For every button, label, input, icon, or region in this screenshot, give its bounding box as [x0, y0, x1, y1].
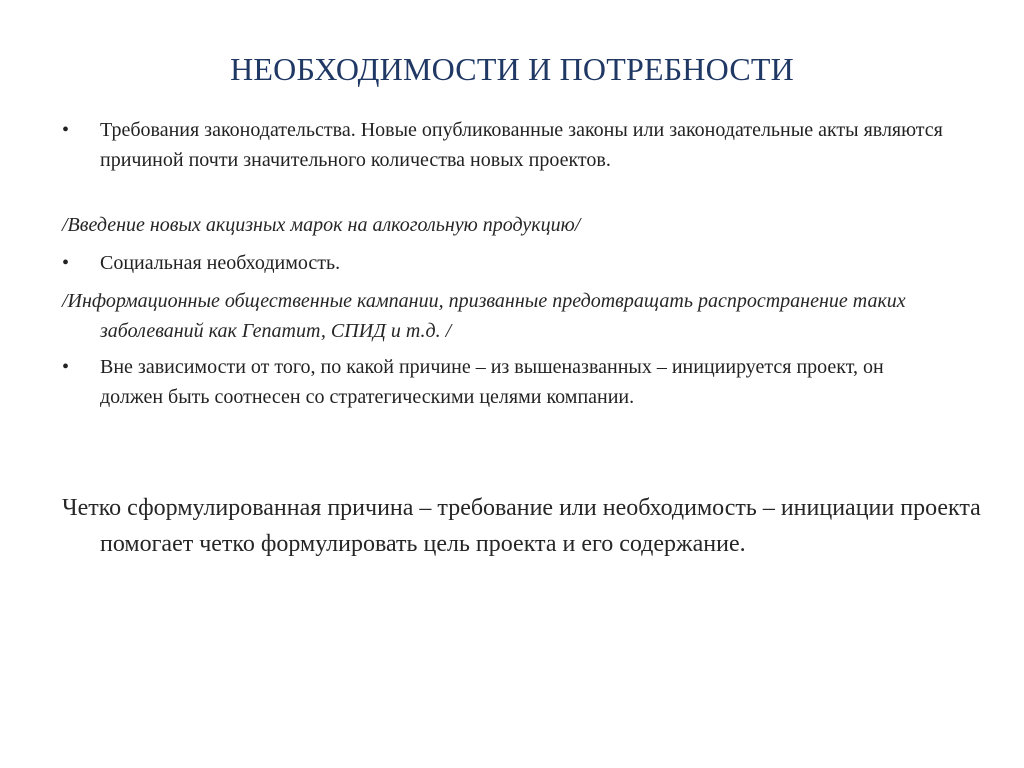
bullet-text: Вне зависимости от того, по какой причине – из вышеназванных – инициируется проект, он должен быть соотнесен со стратегическими целями компании. — [100, 356, 884, 408]
slide-title: НЕОБХОДИМОСТИ И ПОТРЕБНОСТИ — [230, 51, 794, 87]
bullet-text: Социальная необходимость. — [100, 252, 341, 274]
bullet-icon: • — [62, 119, 70, 141]
bullet-text: Требования законодательства. Новые опубликованные законы или законодательные акты являются причиной почти значительного количества новых проектов. — [100, 119, 943, 171]
conclusion-paragraph: Четко сформулированная причина – требование или необходимость – инициации проекта помогает четко формулировать цель проекта и его содержание. — [62, 495, 981, 557]
bullet-icon: • — [62, 356, 70, 378]
bullet-icon: • — [62, 252, 70, 274]
example-health-campaigns: /Информационные общественные кампании, призванные предотвращать распространение таких заболеваний как Гепатит, СПИД и т.д. / — [62, 290, 906, 342]
example-excise-stamps: /Введение новых акцизных марок на алкогольную продукцию/ — [62, 214, 581, 236]
